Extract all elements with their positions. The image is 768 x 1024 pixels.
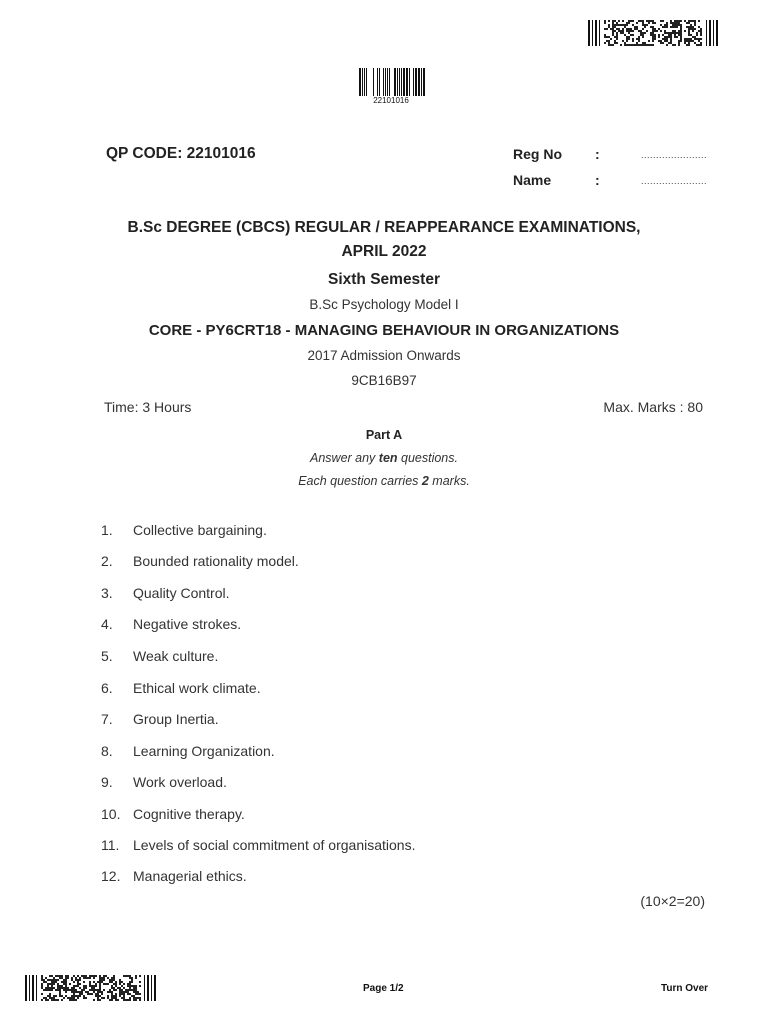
question-text: Ethical work climate. [133,680,261,696]
barcode-number: 22101016 [373,96,409,105]
part-marks-total: (10×2=20) [640,893,705,909]
qp-code: QP CODE: 22101016 [106,145,256,162]
reg-no-field[interactable]: ...................... [641,150,708,160]
reg-no-label: Reg No [513,146,562,162]
name-label: Name [513,172,552,188]
instruction-marks: Each question carries 2 marks. [298,474,470,488]
linear-barcode-graphic [354,68,428,96]
footer-barcode-graphic [25,975,156,1001]
question-number: 12. [101,868,121,884]
instruction-answer: Answer any ten questions. [310,451,458,465]
course-title: CORE - PY6CRT18 - MANAGING BEHAVIOUR IN ORGANIZATIONS [148,322,620,339]
name-field[interactable]: ...................... [641,176,708,186]
question-number: 5. [101,648,113,664]
question-text: Managerial ethics. [133,868,247,884]
question-text: Bounded rationality model. [133,553,299,569]
question-text: Work overload. [133,774,227,790]
question-number: 1. [101,522,113,538]
max-marks: Max. Marks : 80 [603,399,703,415]
question-text: Weak culture. [133,648,219,664]
question-number: 9. [101,774,113,790]
question-text: Negative strokes. [133,616,242,632]
exam-title-line1: B.Sc DEGREE (CBCS) REGULAR / REAPPEARANCE EXAMINATIONS, [127,219,641,236]
question-number: 3. [101,585,113,601]
question-text: Collective bargaining. [133,522,267,538]
question-number: 4. [101,616,113,632]
question-number: 8. [101,743,113,759]
question-number: 11. [101,837,120,853]
page-number: Page 1/2 [363,983,404,994]
reg-no-colon: : [595,146,600,162]
name-colon: : [595,172,600,188]
question-number: 6. [101,680,113,696]
question-text: Quality Control. [133,585,230,601]
question-number: 2. [101,553,113,569]
question-number: 10. [101,806,121,822]
turn-over-label: Turn Over [661,983,709,994]
top-barcode-graphic [588,20,718,46]
programme: B.Sc Psychology Model I [309,297,459,312]
admission: 2017 Admission Onwards [307,348,461,363]
exam-title-line2: APRIL 2022 [341,243,427,260]
question-text: Learning Organization. [133,743,275,759]
paper-code: 9CB16B97 [351,373,417,388]
time-label: Time: 3 Hours [104,399,192,415]
question-text: Group Inertia. [133,711,219,727]
part-title: Part A [365,428,403,442]
question-text: Cognitive therapy. [133,806,245,822]
question-number: 7. [101,711,113,727]
question-text: Levels of social commitment of organisations. [133,837,416,853]
semester: Sixth Semester [328,271,440,288]
